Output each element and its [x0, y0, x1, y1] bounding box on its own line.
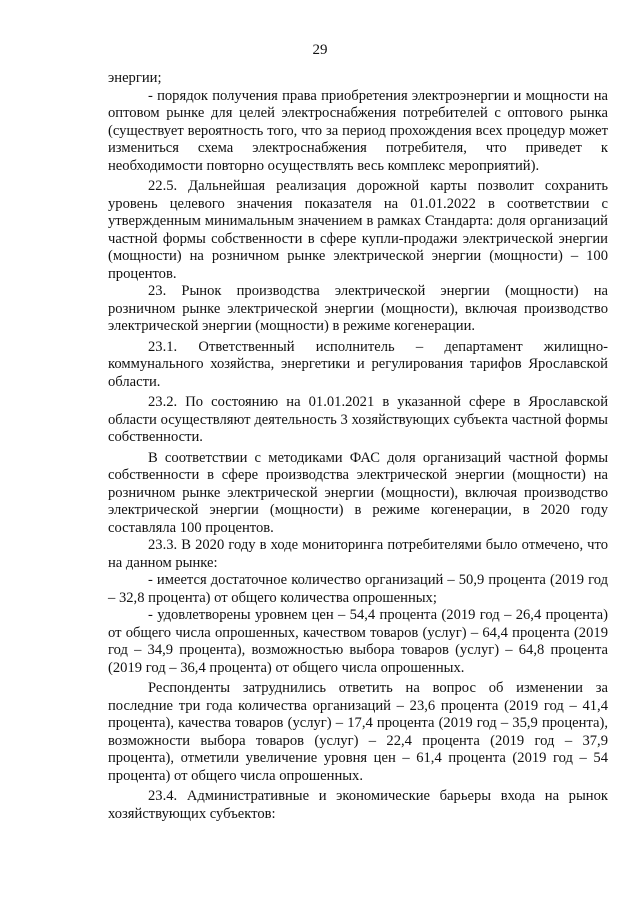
body-text [108, 70, 608, 823]
page-number: 29 [312, 42, 328, 58]
paragraph-23-3: 23.3. В 2020 году в ходе мониторинга потребителями было отмечено, что на данном рынке: [108, 537, 608, 571]
paragraph-respondents: Респонденты затруднились ответить на вопрос об изменении за последние три года количества организаций – 23,6 процента (2019 год – 41,4 процента), качества товаров (услуг) – 17,4 процента (2019 год – 35,9 процента), возможности выбора товаров (услуг) – 22,4 процента (2019 год – 37,9 процента), отметили увеличение уровня цен – 61,4 процента (2019 год – 54 процента) от общего числа опрошенных. [108, 680, 608, 784]
paragraph-23-1: 23.1. Ответственный исполнитель – департамент жилищно-коммунального хозяйства, энергетики и регулирования тарифов Ярославской области. [108, 338, 608, 390]
paragraph-23-2: 23.2. По состоянию на 01.01.2021 в указанной сфере в Ярославской области осуществляют деятельность 3 хозяйствующих субъекта частной формы собственности. [108, 394, 608, 445]
paragraph-bullet-organizations: - имеется достаточное количество организаций – 50,9 процента (2019 год – 32,8 процента) от общего количества опрошенных; [108, 572, 608, 606]
paragraph-23-4: 23.4. Административные и экономические барьеры входа на рынок хозяйствующих субъектов: [108, 788, 608, 822]
paragraph-bullet-prices: - удовлетворены уровнем цен – 54,4 процента (2019 год – 26,4 процента) от общего числа опрошенных, качеством товаров (услуг) – 64,4 процента (2019 год – 34,9 процента), возможностью выбора товаров (услуг) – 64,8 процента (2019 год – 36,4 процента) от общего числа опрошенных. [108, 607, 608, 676]
paragraph-continuation: энергии; [108, 70, 162, 86]
paragraph-fas-methodology: В соответствии с методиками ФАС доля организаций частной формы собственности в сфере производства электрической энергии (мощности) на розничном рынке электрической энергии (мощности), включая производство электрической энергии (мощности) в режиме когенерации, в 2020 году составляла 100 процентов. [108, 449, 608, 536]
paragraph-22-5: 22.5. Дальнейшая реализация дорожной карты позволит сохранить уровень целевого значения показателя на 01.01.2022 в соответствии с утвержденным минимальным значением в рамках Стандарта: доля организаций частной формы собственности в сфере купли-продажи электрической энергии (мощности) на розничном рынке электрической энергии (мощности) – 100 процентов. [108, 178, 608, 282]
paragraph-23-heading: 23. Рынок производства электрической энергии (мощности) на розничном рынке электрической энергии (мощности), включая производство электрической энергии (мощности) в режиме когенерации. [108, 283, 608, 334]
paragraph-bullet-wholesale-rights: - порядок получения права приобретения электроэнергии и мощности на оптовом рынке для целей электроснабжения потребителей с оптового рынка (существует вероятность того, что за период прохождения всех процедур может измениться схема электроснабжения потребителя, что приведет к необходимости повторно осуществлять весь комплекс мероприятий). [108, 87, 608, 174]
